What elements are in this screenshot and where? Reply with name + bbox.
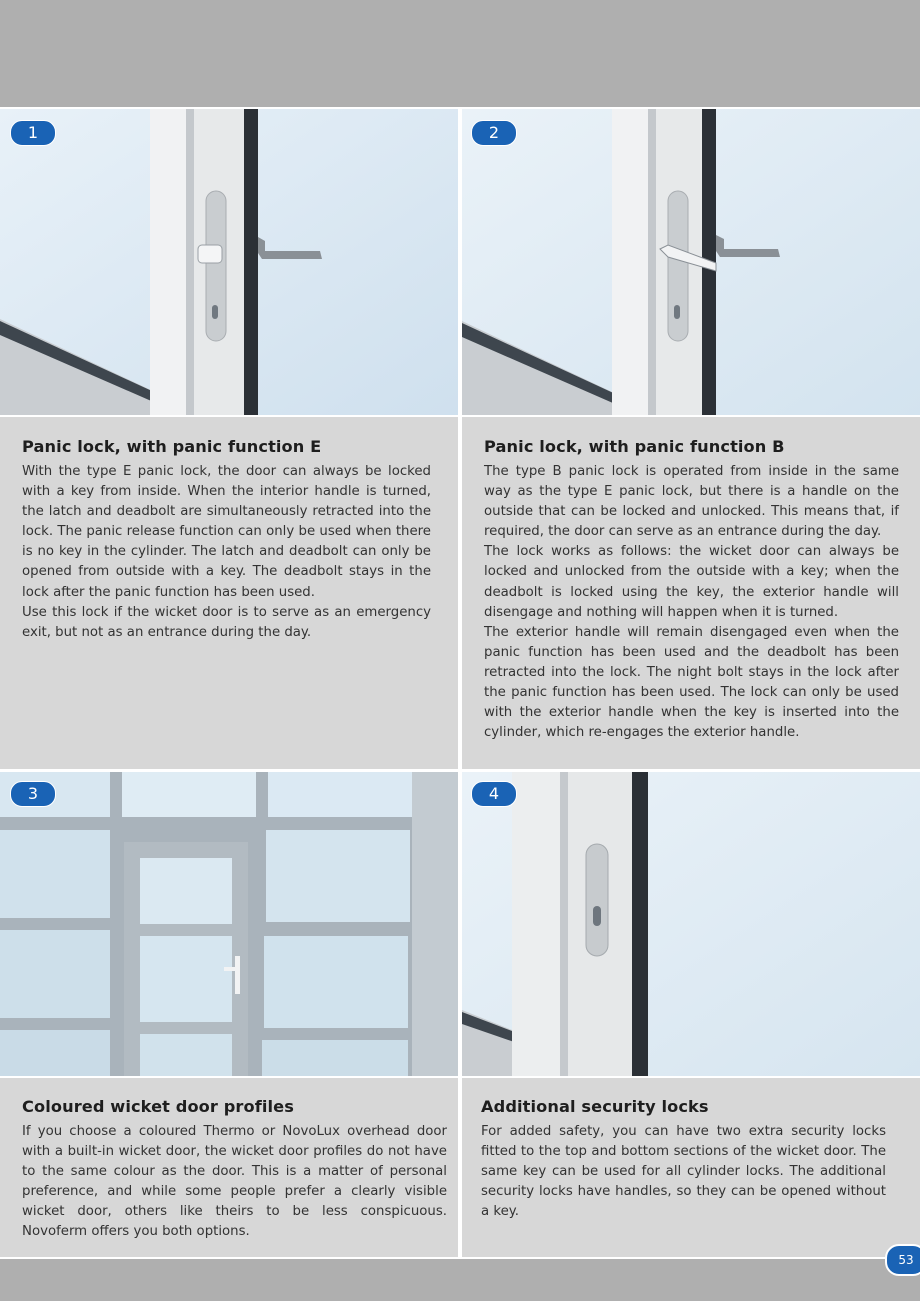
section-paragraph: With the type E panic lock, the door can always be locked with a key from inside. When the interior handle is turned, the latch and deadbolt are simultaneously retracted into the lock. The panic release function can only be used when there is no key in the cylinder. The latch and deadbolt can only be opened from outside with a key. The deadbolt stays in the lock after the panic function has been used. (22, 464, 431, 600)
section-heading: Panic lock, with panic function B (484, 437, 785, 456)
section-paragraph: The type B panic lock is operated from inside in the same way as the type E panic lock, but there is a handle on the outside that can be locked and unlocked. This means that, if required, the door can serve as an entrance during the day. (484, 464, 899, 540)
photo-panic-lock-e (0, 109, 458, 415)
step-badge-2: 2 (471, 120, 517, 146)
section-panic-lock-e (0, 417, 458, 769)
step-badge-4: 4 (471, 781, 517, 807)
section-coloured-profiles (0, 1078, 458, 1257)
step-badge-1: 1 (10, 120, 56, 146)
section-panic-lock-b (462, 417, 920, 769)
photo-panic-lock-b (462, 109, 920, 415)
section-paragraph: Use this lock if the wicket door is to serve as an emergency exit, but not as an entrance during the day. (22, 604, 431, 640)
photo-security-locks (462, 772, 920, 1076)
section-paragraph: For added safety, you can have two extra security locks fitted to the top and bottom sections of the wicket door. The same key can be used for all cylinder locks. The additional security locks have handles, so they can be opened without a key. (481, 1124, 886, 1220)
top-band (0, 0, 920, 107)
section-paragraph: If you choose a coloured Thermo or NovoLux overhead door with a built-in wicket door, the wicket door profiles do not have to the same colour as the door. This is a matter of personal preference, and while some people prefer a clearly visible wicket door, others like theirs to be less conspicuous. Novoferm offers you both options. (22, 1124, 447, 1240)
section-security-locks (462, 1078, 920, 1257)
section-paragraph: The lock works as follows: the wicket door can always be locked and unlocked from the outside with a key; when the deadbolt is locked using the key, the exterior handle will disengage and nothing will happen when it is turned. (484, 544, 899, 620)
step-badge-3: 3 (10, 781, 56, 807)
page-number: 53 (885, 1244, 920, 1276)
section-heading: Additional security locks (481, 1097, 709, 1116)
section-heading: Coloured wicket door profiles (22, 1097, 294, 1116)
bottom-band (0, 1259, 920, 1301)
photo-coloured-profiles (0, 772, 458, 1076)
section-heading: Panic lock, with panic function E (22, 437, 322, 456)
section-paragraph: The exterior handle will remain disengaged even when the panic function has been used and the deadbolt has been retracted into the lock. The night bolt stays in the lock after the panic function has been used. The lock can only be used with the exterior handle when the key is inserted into the cylinder, which re-engages the exterior handle. (484, 624, 899, 741)
